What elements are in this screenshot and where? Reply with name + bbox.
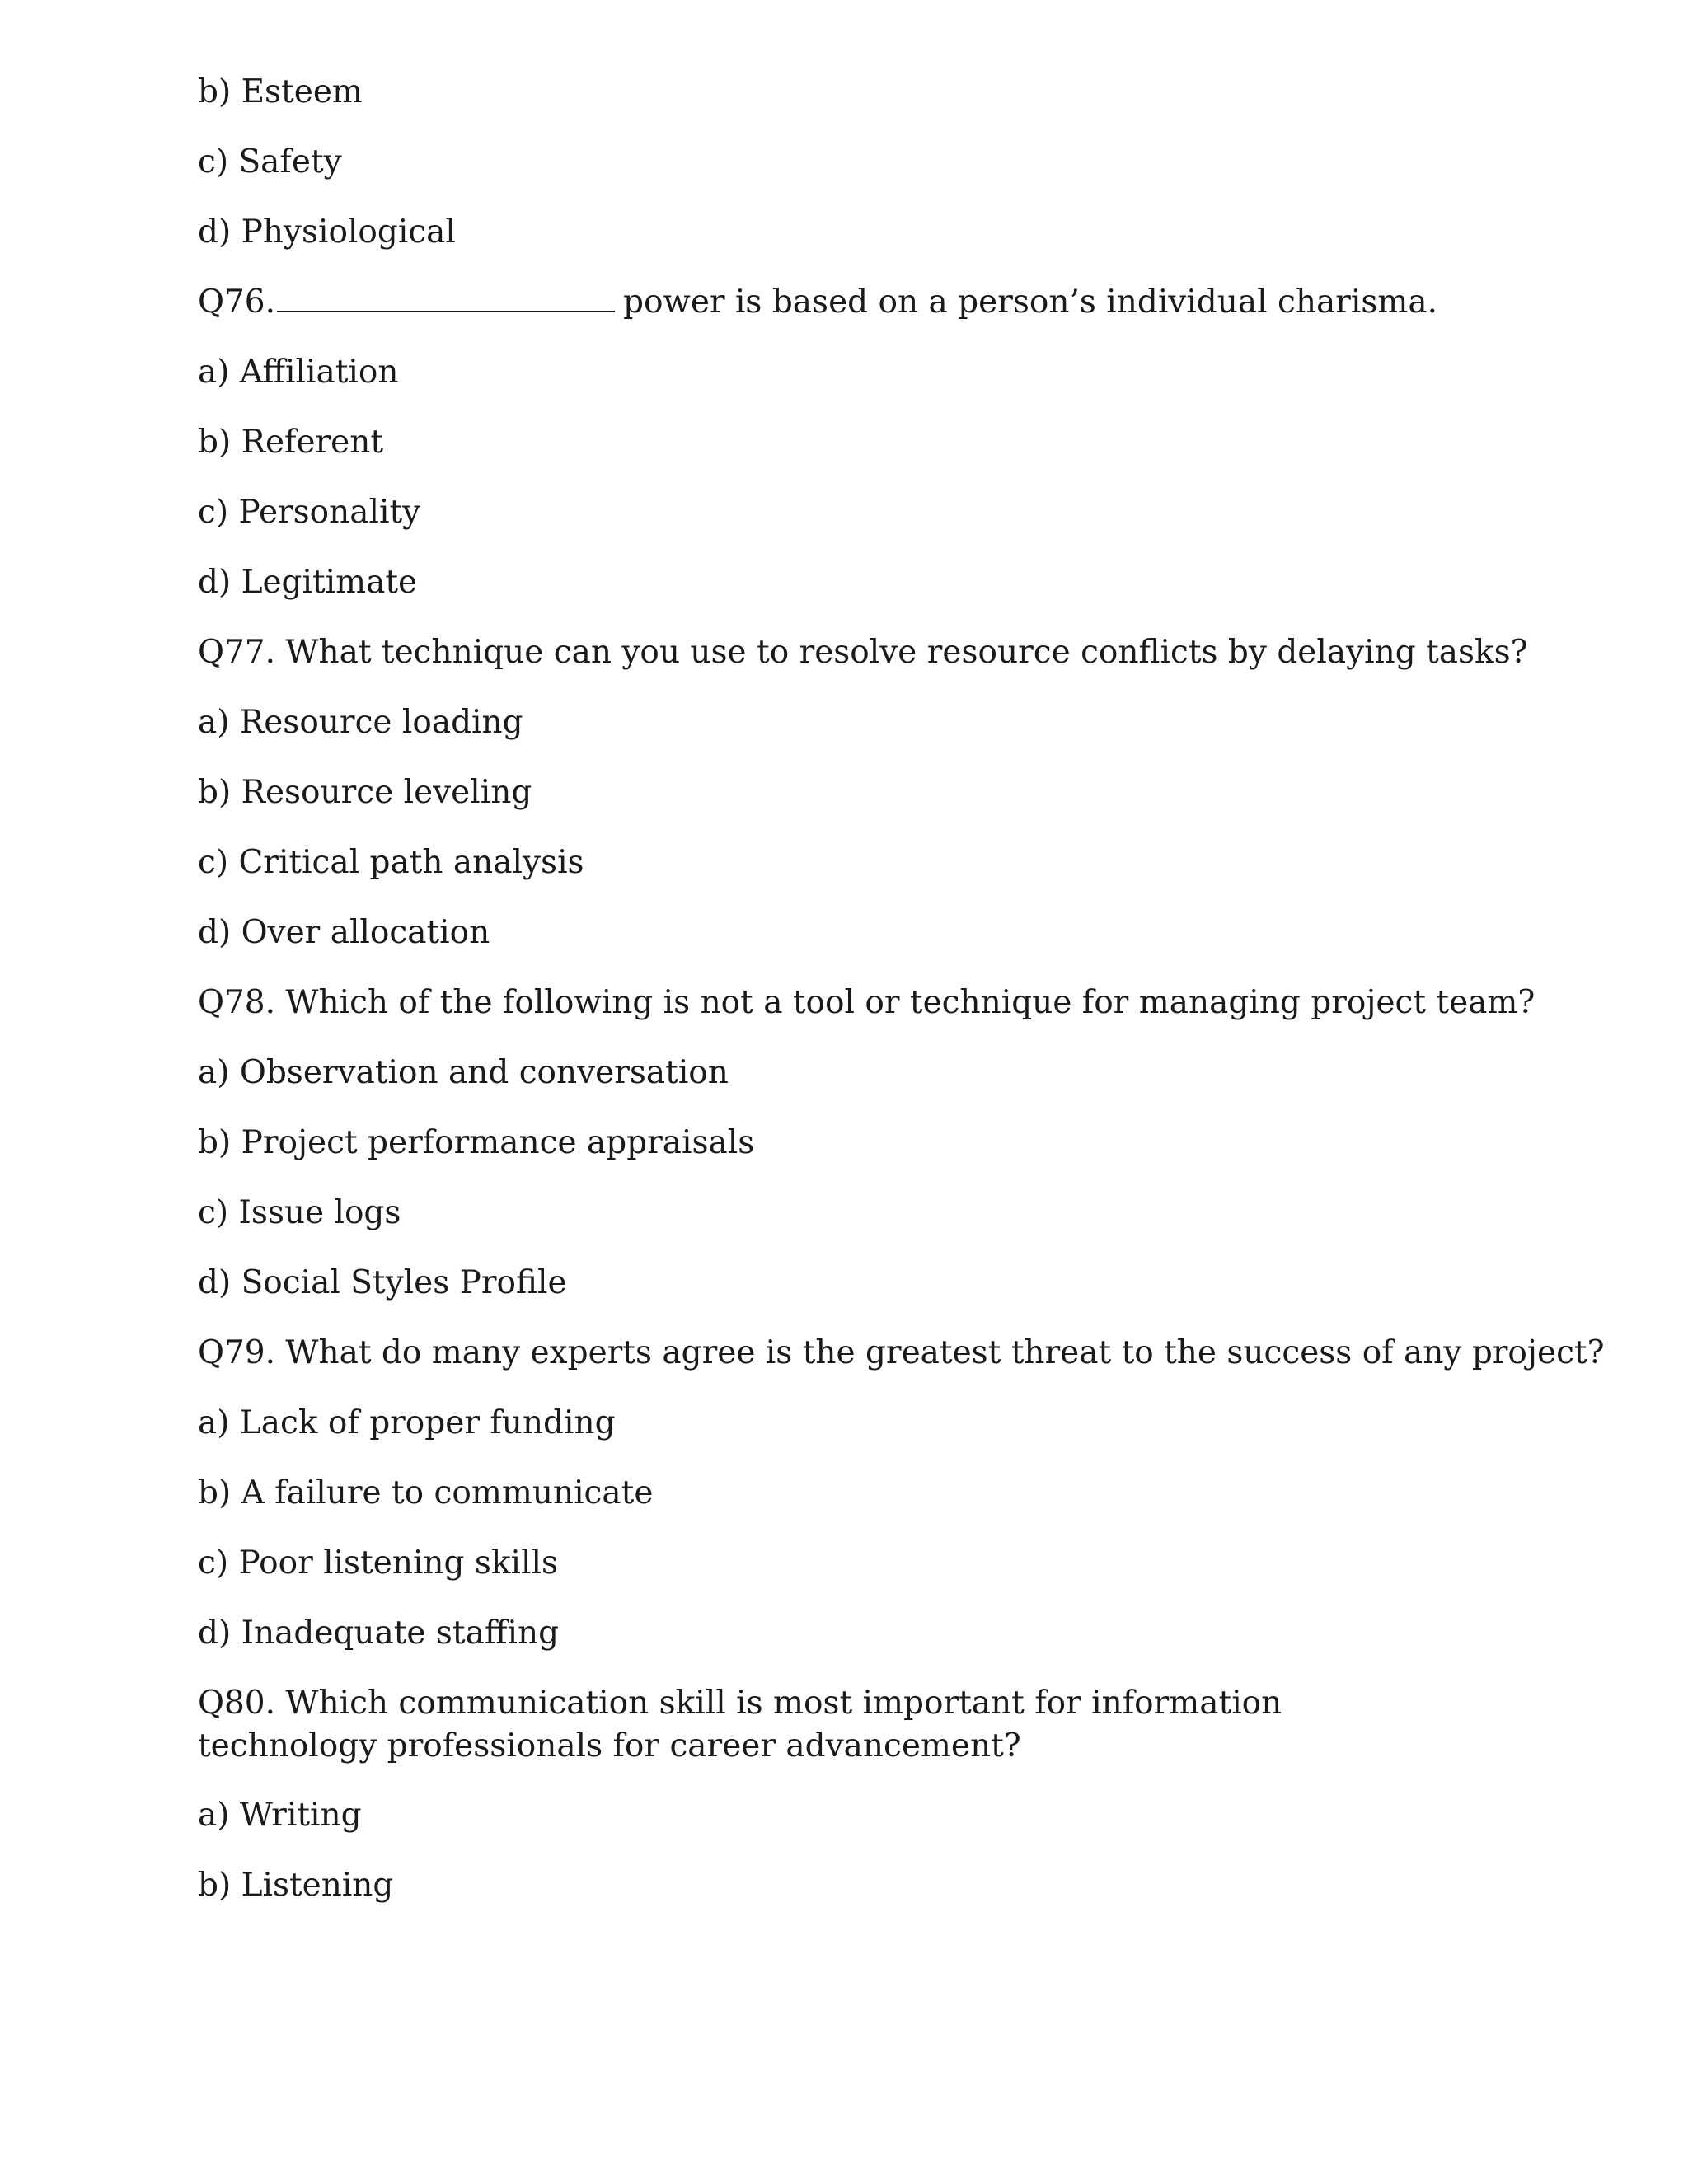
question-80: Q80. Which communication skill is most important for information technology professionals for career advancement?	[198, 1685, 1282, 1765]
answer-option: d) Inadequate staffing	[198, 1615, 560, 1652]
fill-in-blank	[277, 286, 615, 312]
answer-option: a) Observation and conversation	[198, 1054, 729, 1091]
answer-option: c) Poor listening skills	[198, 1544, 558, 1582]
answer-option: c) Critical path analysis	[198, 844, 584, 881]
question-76	[198, 281, 1437, 324]
answer-option: c) Personality	[198, 494, 421, 531]
answer-option: b) Esteem	[198, 73, 363, 110]
question-label: Q76.	[198, 284, 275, 321]
answer-option: a) Resource loading	[198, 704, 523, 741]
answer-option: b) Listening	[198, 1867, 394, 1904]
answer-option: c) Safety	[198, 143, 342, 180]
question-79: Q79. What do many experts agree is the greatest threat to the success of any project?	[198, 1334, 1605, 1371]
answer-option: a) Lack of proper funding	[198, 1404, 616, 1441]
answer-option: b) Referent	[198, 424, 384, 461]
question-78: Q78. Which of the following is not a tool or technique for managing project team?	[198, 984, 1536, 1021]
answer-option: d) Legitimate	[198, 564, 418, 601]
question-77: Q77. What technique can you use to resolve resource conflicts by delaying tasks?	[198, 634, 1528, 671]
answer-option: d) Physiological	[198, 213, 456, 251]
answer-option: b) Resource leveling	[198, 774, 532, 811]
answer-option: b) A failure to communicate	[198, 1474, 654, 1511]
answer-option: c) Issue logs	[198, 1194, 401, 1231]
answer-option: a) Affiliation	[198, 354, 399, 391]
answer-option: d) Social Styles Profile	[198, 1264, 567, 1301]
question-text: power is based on a person’s individual charisma.	[623, 284, 1437, 321]
answer-option: d) Over allocation	[198, 914, 490, 951]
answer-option: a) Writing	[198, 1797, 362, 1834]
answer-option: b) Project performance appraisals	[198, 1124, 755, 1161]
